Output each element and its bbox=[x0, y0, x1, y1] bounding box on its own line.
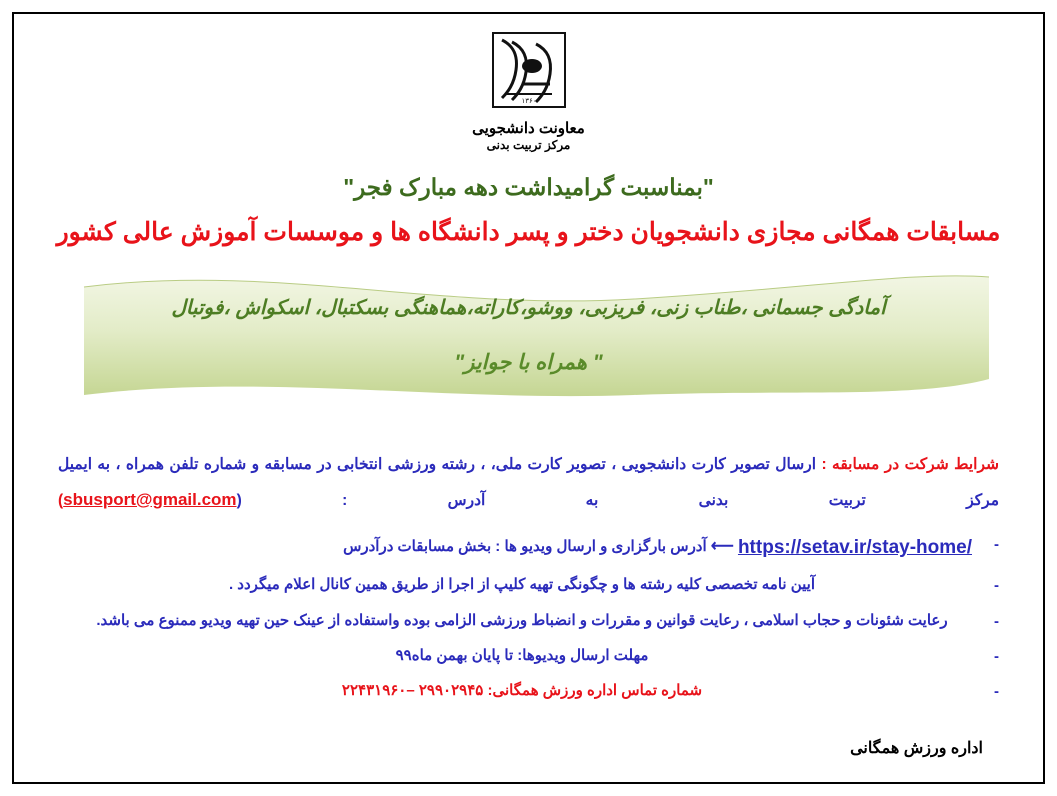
bullet-dash: - bbox=[994, 577, 999, 595]
bullet-list bbox=[58, 531, 999, 705]
regulations-text: آیین نامه تخصصی کلیه رشته ها و چگونگی تهیه کلیپ از اجرا از طریق همین کانال اعلام میگردد . bbox=[228, 576, 816, 594]
conditions-text-part1: ارسال تصویر کارت دانشجویی ، تصویر کارت ملی، ، رشته ورزشی انتخابی در مسابقه و شماره تلفن همراه ، به ایمیل مرکز تربیت بدنی به آدرس : ( bbox=[58, 456, 999, 509]
banner-sports-line: آمادگی جسمانی ،طناب زنی، فریزبی، ووشو،کاراته،هماهنگی بسکتبال، اسکواش ،فوتبال bbox=[171, 297, 886, 319]
upload-address-label: آدرس بارگزاری و ارسال ویدیو ها : بخش مسابقات درآدرس bbox=[343, 538, 707, 556]
conditions-label: شرایط شرکت در مسابقه : bbox=[821, 456, 999, 473]
list-item-dress-code bbox=[58, 608, 999, 635]
list-item-deadline bbox=[58, 643, 999, 670]
footer-department: اداره ورزش همگانی bbox=[850, 740, 983, 757]
conditions-paragraph bbox=[58, 449, 999, 517]
green-title: "بمناسبت گرامیداشت دهه مبارک فجر" bbox=[343, 174, 714, 200]
dress-code-text: رعایت شئونات و حجاب اسلامی ، رعایت قوانین و مقررات و انضباط ورزشی الزامی بوده واستفاده از عینک حین تهیه ویدیو ممنوع می باشد. bbox=[96, 611, 948, 629]
list-item-regulations bbox=[58, 572, 999, 599]
bullet-dash: - bbox=[994, 612, 999, 630]
poster-frame bbox=[12, 12, 1045, 784]
conditions-text-part2: ) bbox=[58, 491, 64, 509]
bullet-dash: - bbox=[994, 647, 999, 665]
deadline-text: مهلت ارسال ویدیوها: تا پایان بهمن ماه۹۹ bbox=[395, 646, 649, 664]
email-link[interactable]: sbusport@gmail.com bbox=[63, 489, 237, 509]
bullet-dash: - bbox=[994, 683, 999, 701]
org-line-2: مرکز تربیت بدنی bbox=[486, 138, 571, 152]
list-item-phone bbox=[58, 678, 999, 705]
contact-phone-text: شماره تماس اداره ورزش همگانی: ۲۹۹۰۲۹۴۵ –۲۲۴۳۱۹۶۰ bbox=[341, 682, 703, 700]
banner-text-block bbox=[14, 295, 1043, 375]
competition-url-link[interactable]: https://setav.ir/stay-home/ bbox=[737, 537, 972, 559]
banner-ribbon bbox=[14, 269, 1043, 419]
university-seal-icon bbox=[492, 32, 566, 108]
upload-address-row bbox=[58, 531, 986, 564]
org-line-1: معاونت دانشجویی bbox=[472, 120, 585, 137]
banner-prizes-line: " همراه با جوایز" bbox=[454, 351, 603, 374]
arrow-icon: ⟵ bbox=[710, 538, 734, 556]
svg-text:۱۳۶۰: ۱۳۶۰ bbox=[520, 98, 537, 105]
red-title: مسابقات همگانی مجازی دانشجویان دختر و پسر دانشگاه ها و موسسات آموزش عالی کشور bbox=[56, 218, 1001, 246]
bullet-dash: - bbox=[994, 536, 999, 554]
list-item-upload-address bbox=[58, 531, 999, 564]
header-logo-block bbox=[14, 14, 1043, 152]
